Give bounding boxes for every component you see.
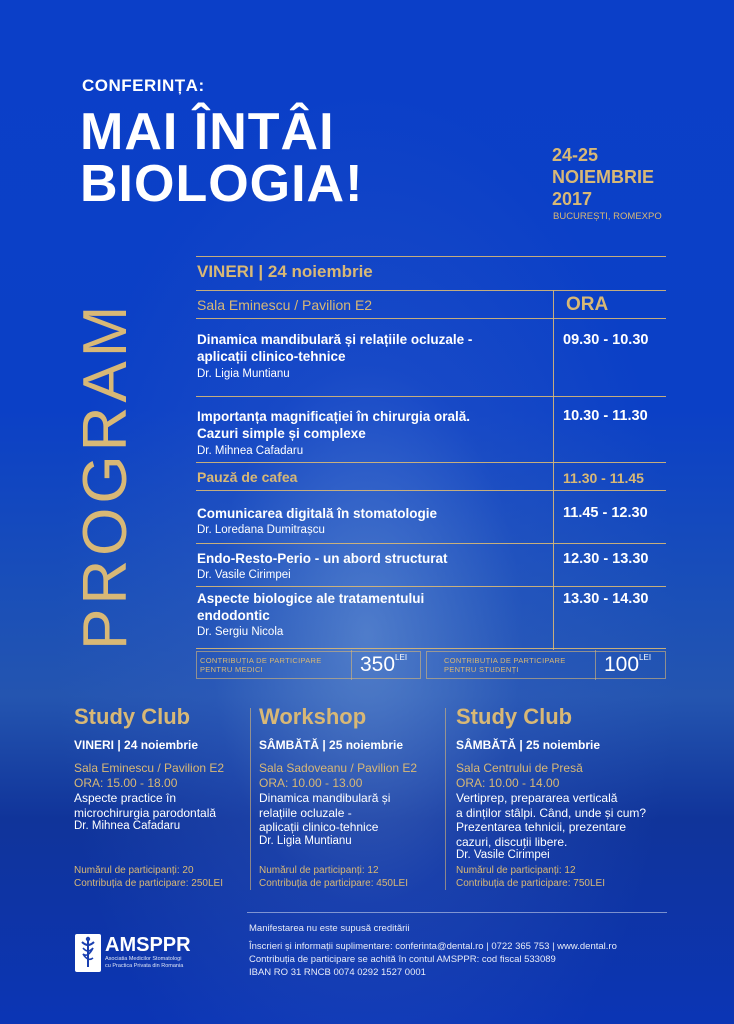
fee-doctors-value: 350 (360, 653, 396, 676)
column-divider (553, 290, 554, 650)
column-title: Study Club (74, 704, 191, 729)
column-body-line: a dinților stâlpi. Când, unde și cum? (456, 805, 647, 820)
column-speaker: Dr. Ligia Muntianu (259, 834, 352, 847)
coffee-break-label: Pauză de cafea (197, 469, 298, 485)
column-divider (445, 708, 446, 890)
date-month: NOIEMBRIE (552, 167, 655, 187)
date-days: 24-25 (552, 145, 599, 165)
study-club-friday (74, 704, 246, 832)
fee-students-label (444, 656, 566, 674)
column-body-line: Prezentarea tehnicii, prezentare (456, 820, 627, 834)
program-vertical-label: PROGRAM (71, 301, 140, 650)
column-participants: Numărul de participanți: 20 (74, 865, 194, 876)
conference-title (80, 103, 364, 213)
fee-unit: LEI (395, 653, 408, 662)
talk-title-line: aplicații clinico-tehnice (197, 349, 346, 364)
conference-label: CONFERINȚA: (82, 76, 205, 95)
column-day: SÂMBĂTĂ | 25 noiembrie (259, 738, 404, 752)
column-body-line: relațiile ocluzale - (259, 805, 352, 820)
column-divider (250, 708, 251, 890)
column-fee: Contribuția de participare: 450LEI (259, 878, 408, 889)
talk-speaker: Dr. Mihnea Cafadaru (197, 445, 304, 457)
column-body-line: cazuri, discuții libere. (456, 834, 568, 849)
divider (196, 256, 666, 257)
column-time: ORA: 10.00 - 13.00 (259, 776, 363, 790)
column-body-line: Aspecte practice în (74, 791, 177, 805)
conference-date (552, 144, 654, 210)
venue: BUCUREȘTI, ROMEXPO (553, 211, 662, 222)
talk-title (197, 550, 448, 567)
title-line-1: MAI ÎNTÂI (80, 103, 335, 161)
talk-time: 09.30 - 10.30 (563, 332, 649, 348)
fee-label-line: CONTRIBUȚIA DE PARTICIPARE (200, 656, 322, 665)
date-year: 2017 (552, 189, 593, 209)
study-club-friday-meta (74, 864, 223, 890)
footer-iban: IBAN RO 31 RNCB 0074 0292 1527 0001 (249, 967, 426, 978)
fee-label-line: PENTRU STUDENȚI (444, 665, 519, 674)
talk-title-line: Cazuri simple și complexe (197, 426, 366, 441)
logo-subtitle-line: Asociatia Medicilor Stomatologi (105, 956, 182, 962)
column-body-line: microchirurgia parodontală (74, 805, 217, 820)
footer-divider (247, 912, 667, 913)
column-day: SÂMBĂTĂ | 25 noiembrie (456, 738, 601, 752)
column-time: ORA: 10.00 - 14.00 (456, 776, 560, 790)
study-club-saturday-meta (456, 864, 605, 890)
column-room: Sala Eminescu / Pavilion E2 (74, 761, 225, 775)
divider (196, 396, 666, 397)
footer-note: Manifestarea nu este supusă creditării (249, 923, 410, 934)
fee-students-amount (604, 653, 651, 677)
workshop-saturday (259, 704, 441, 847)
study-club-saturday (456, 704, 686, 861)
divider (196, 586, 666, 587)
talk-title-line: Endo-Resto-Perio - un abord structurat (197, 551, 448, 566)
talk-time: 11.45 - 12.30 (563, 505, 648, 521)
column-participants: Numărul de participanți: 12 (259, 865, 379, 876)
divider (196, 543, 666, 544)
footer-payment: Contribuția de participare se achită în contul AMSPPR: cod fiscal 533089 (249, 954, 556, 965)
column-room: Sala Centrului de Presă (456, 761, 583, 775)
talk-speaker: Dr. Sergiu Nicola (197, 626, 284, 638)
column-room: Sala Sadoveanu / Pavilion E2 (259, 761, 418, 775)
talk-title-line: Dinamica mandibulară și relațiile ocluzale - (197, 332, 473, 347)
fee-doctors-amount (360, 653, 407, 677)
column-body-line: Vertiprep, prepararea verticală (456, 791, 618, 805)
talk-time: 10.30 - 11.30 (563, 408, 648, 424)
fee-unit: LEI (639, 653, 652, 662)
program-room: Sala Eminescu / Pavilion E2 (197, 297, 373, 313)
column-speaker: Dr. Mihnea Cafadaru (74, 820, 181, 832)
workshop-saturday-meta (259, 864, 408, 890)
column-fee: Contribuția de participare: 750LEI (456, 878, 605, 889)
fee-separator (351, 650, 352, 680)
talk-title (197, 408, 470, 442)
column-body-line: aplicații clinico-tehnice (259, 820, 379, 834)
program-day: VINERI | 24 noiembrie (197, 262, 373, 281)
coffee-break-time: 11.30 - 11.45 (563, 470, 644, 486)
column-title: Workshop (259, 704, 367, 729)
column-speaker: Dr. Vasile Cirimpei (456, 849, 550, 861)
time-column-header: ORA (566, 294, 609, 315)
talk-title (197, 590, 424, 624)
logo-subtitle-line: cu Practica Privata din Romania (105, 963, 184, 969)
title-line-2: BIOLOGIA! (80, 155, 364, 213)
talk-title-line: endodontic (197, 608, 270, 623)
talk-title-line: Aspecte biologice ale tratamentului (197, 591, 425, 606)
fee-label-line: PENTRU MEDICI (200, 665, 264, 674)
talk-speaker: Dr. Loredana Dumitrașcu (197, 524, 325, 536)
talk-speaker: Dr. Vasile Cirimpei (197, 569, 291, 581)
divider (196, 648, 666, 649)
talk-title (197, 331, 472, 365)
divider (196, 462, 666, 463)
column-fee: Contribuția de participare: 250LEI (74, 878, 223, 889)
divider (196, 490, 666, 491)
fee-doctors-label (200, 656, 322, 674)
column-day: VINERI | 24 noiembrie (74, 738, 199, 752)
column-time: ORA: 15.00 - 18.00 (74, 776, 178, 790)
fee-students-value: 100 (604, 653, 640, 676)
logo-subtitle (105, 956, 183, 970)
fee-label-line: CONTRIBUȚIA DE PARTICIPARE (444, 656, 566, 665)
divider (196, 318, 666, 319)
talk-time: 13.30 - 14.30 (563, 591, 649, 607)
footer-contact: Înscrieri și informații suplimentare: conferinta@dental.ro | 0722 365 753 | www.dental.ro (249, 941, 617, 952)
fee-separator (595, 650, 596, 680)
talk-title-line: Comunicarea digitală în stomatologie (197, 506, 438, 521)
amsppr-logo-icon (75, 934, 101, 972)
talk-title (197, 505, 437, 522)
divider (196, 290, 666, 291)
column-participants: Numărul de participanți: 12 (456, 865, 576, 876)
talk-time: 12.30 - 13.30 (563, 551, 649, 567)
column-title: Study Club (456, 704, 573, 729)
talk-speaker: Dr. Ligia Muntianu (197, 368, 290, 380)
talk-title-line: Importanța magnificației în chirurgia orală. (197, 409, 471, 424)
column-body-line: Dinamica mandibulară și (259, 791, 391, 805)
logo-name: AMSPPR (105, 934, 191, 956)
